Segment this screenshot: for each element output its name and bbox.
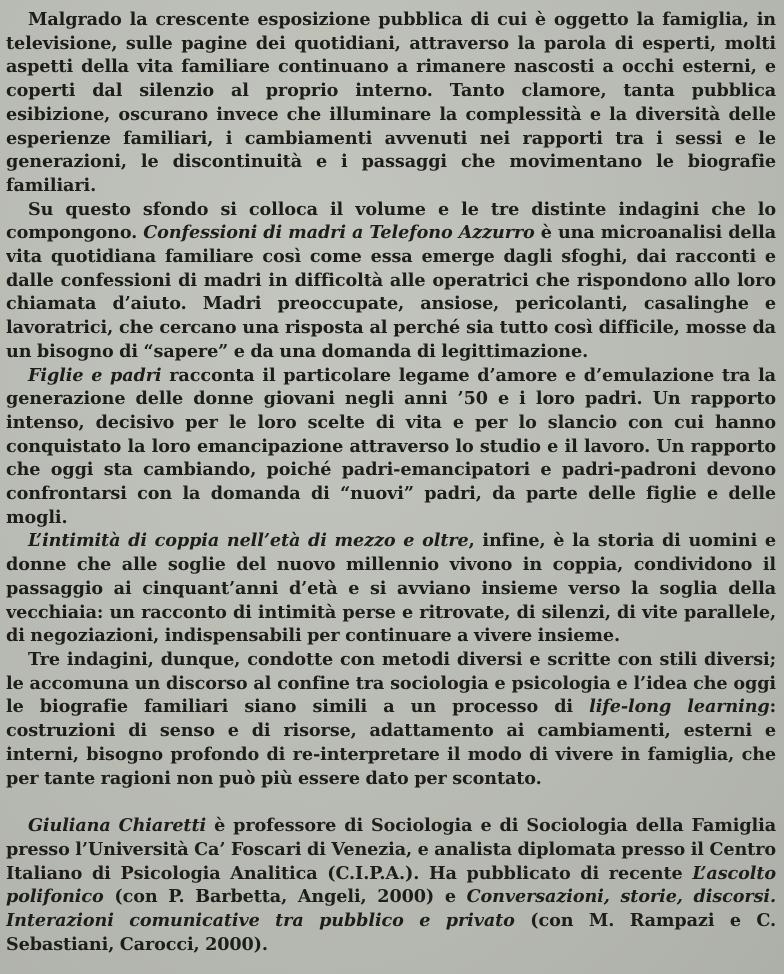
study-three-paragraph <box>6 529 776 648</box>
study-one-title: Confessioni di madri a Telefono Azzurro <box>143 222 535 244</box>
intro-paragraph <box>6 8 776 198</box>
conclusion-text: : costruzioni di senso e di risorse, adattamento ai cambiamenti, esterni e interni, bisogno profondo di re-interpretare il modo di vivere in famiglia, che per tante ragioni non può più essere dato per scontato. <box>6 696 776 789</box>
book-back-cover <box>6 8 776 968</box>
study-one-lead: Su questo sfondo si colloca il volume e le tre distinte indagini che lo compongono. <box>6 198 776 244</box>
author-bio-text: è professore di Sociologia e di Sociologia della Famiglia presso l’Università Ca’ Foscari di Venezia, e analista diplomata presso il Centro Italiano di Psicologia Analitica (C.I.P.A.). Ha pubblicato di recente <box>6 815 776 884</box>
study-two-text: racconta il particolare legame d’amore e d’emulazione tra la generazione delle donne giovani negli anni ’50 e i loro padri. Un rapporto intenso, decisivo per le loro scelte di vita e per lo slancio con cui hanno conquistato la loro emancipazione attraverso lo studio e il lavoro. Un rapporto che oggi sta cambiando, poiché padri-emancipatori e padri-padroni devono confrontarsi con la domanda di “nuovi” padri, da parte delle figlie e delle mogli. <box>6 364 776 528</box>
study-three-text: , infine, è la storia di uomini e donne che alle soglie del nuovo millennio vivono in coppia, condividono il passaggio ai cinquant’anni d’età e si avviano insieme verso la soglia della vecchiaia: un racconto di intimità perse e ritrovate, di silenzi, di vite parallele, di negoziazioni, indispensabili per continuare a vivere insieme. <box>6 530 776 647</box>
study-three-title: L’intimità di coppia nell’età di mezzo e oltre <box>28 530 469 552</box>
conclusion-paragraph <box>6 648 776 790</box>
author-book-title-1: L’ascolto polifonico <box>6 862 776 908</box>
study-two-paragraph <box>6 364 776 530</box>
author-name: Giuliana Chiaretti <box>28 815 207 837</box>
author-bio <box>6 814 776 956</box>
author-bio-text-2: (con P. Barbetta, Angeli, 2000) e <box>103 886 467 908</box>
blurb-text <box>6 8 776 956</box>
study-two-title: Figlie e padri <box>28 364 162 386</box>
intro-paragraph-text: Malgrado la crescente esposizione pubblica di cui è oggetto la famiglia, in televisione, sulle pagine dei quotidiani, attraverso la parola di esperti, molti aspetti della vita familiare continuano a rimanere nascosti a occhi esterni, e coperti dal silenzio al proprio interno. Tanto clamore, tanta pubblica esibizione, oscurano invece che illuminare la complessità e la diversità delle esperienze familiari, i cambiamenti avvenuti nei rapporti tra i sessi e le generazioni, le discontinuità e i passaggi che movimentano le biografie familiari. <box>6 9 776 196</box>
conclusion-term: life-long learning <box>589 696 770 718</box>
conclusion-lead: Tre indagini, dunque, condotte con metodi diversi e scritte con stili diversi; le accomuna un discorso al confine tra sociologia e psicologia e l’idea che oggi le biografie familiari siano simili a un processo di <box>6 648 776 718</box>
study-one-paragraph <box>6 198 776 364</box>
author-bio-paragraph <box>6 814 776 956</box>
author-bio-text-3: (con M. Rampazi e C. Sebastiani, Carocci, 2000). <box>6 910 776 955</box>
author-book-title-2: Conversazioni, storie, discorsi. Interazioni comunicative tra pubblico e privato <box>6 886 776 932</box>
study-one-text: è una microanalisi della vita quotidiana familiare così come essa emerge dagli sfoghi, dai racconti e dalle confessioni di madri in difficoltà alle operatrici che rispondono allo loro chiamata d’aiuto. Madri preoccupate, ansiose, pericolanti, casalinghe e lavoratrici, che cercano una risposta al perché sia tutto così difficile, mosse da un bisogno di “sapere” e da una domanda di legittimazione. <box>6 222 776 362</box>
